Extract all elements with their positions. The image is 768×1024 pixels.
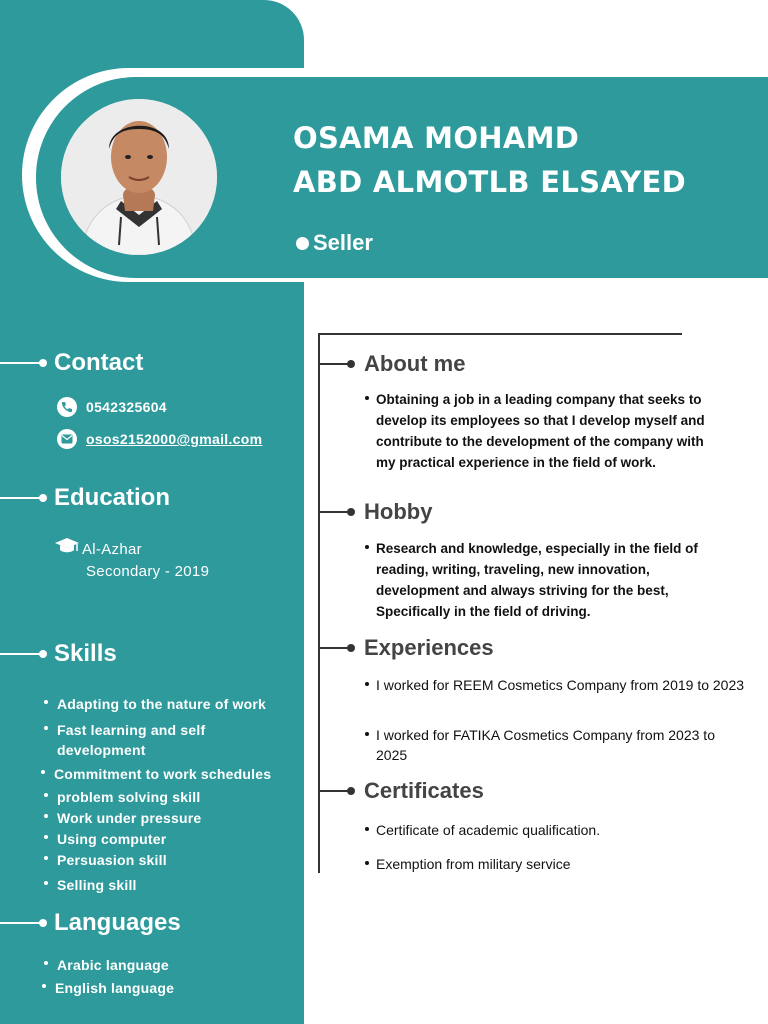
certificate-item: Certificate of academic qualification. — [376, 820, 736, 840]
skills-heading — [0, 640, 117, 668]
profile-photo — [61, 99, 217, 255]
role-bullet-icon — [296, 237, 309, 250]
experience-item: I worked for REEM Cosmetics Company from 2019 to 2023 — [376, 675, 761, 695]
skill-item: Selling skill — [57, 875, 297, 895]
skill-item: Fast learning and self development — [57, 720, 247, 760]
full-name — [293, 116, 686, 204]
role-label: Seller — [313, 230, 373, 255]
heading-connector-icon — [0, 922, 44, 924]
top-divider — [318, 333, 682, 335]
education-title: Education — [54, 484, 171, 511]
skill-item: Persuasion skill — [57, 850, 297, 870]
education-heading — [0, 484, 170, 512]
heading-connector-icon — [318, 647, 352, 649]
skill-item: Using computer — [57, 829, 297, 849]
name-line-1: OSAMA MOHAMD — [293, 121, 580, 155]
about-text: Obtaining a job in a leading company that seeks to develop its employees so that I develop myself and contribute to the development of the company with my practical experience in the field of work. — [376, 389, 726, 473]
language-item: English language — [55, 978, 295, 998]
experience-item: I worked for FATIKA Cosmetics Company from 2023 to 2025 — [376, 725, 726, 765]
name-line-2: ABD ALMOTLB ELSAYED — [293, 165, 687, 199]
skill-item: Work under pressure — [57, 808, 297, 828]
skill-item: Adapting to the nature of work — [57, 694, 297, 714]
skills-title: Skills — [54, 640, 117, 667]
education-detail: Secondary - 2019 — [86, 563, 210, 580]
job-role — [296, 230, 373, 256]
hobby-text: Research and knowledge, especially in the field of reading, writing, traveling, new innovation, development and always striving for the best, Specifically in the field of driving. — [376, 538, 726, 622]
languages-title: Languages — [54, 909, 181, 936]
heading-connector-icon — [0, 362, 44, 364]
heading-connector-icon — [0, 497, 44, 499]
contact-title: Contact — [54, 349, 144, 376]
phone-icon — [57, 397, 77, 417]
hobby-heading — [318, 499, 432, 525]
experiences-title: Experiences — [364, 635, 494, 660]
about-heading — [318, 351, 465, 377]
phone-number: 0542325604 — [86, 399, 167, 415]
languages-heading — [0, 909, 181, 937]
certificate-item: Exemption from military service — [376, 854, 736, 874]
skill-item: Commitment to work schedules — [54, 764, 302, 784]
education-entry — [54, 538, 209, 583]
about-title: About me — [364, 351, 466, 376]
heading-connector-icon — [0, 653, 44, 655]
email-icon — [57, 429, 77, 449]
certificates-heading — [318, 778, 484, 804]
skill-item: problem solving skill — [57, 787, 297, 807]
experiences-heading — [318, 635, 494, 661]
certificates-title: Certificates — [364, 778, 484, 803]
email-row — [57, 429, 262, 449]
hobby-title: Hobby — [364, 499, 433, 524]
contact-heading — [0, 349, 143, 377]
phone-row — [57, 397, 167, 417]
heading-connector-icon — [318, 790, 352, 792]
email-link[interactable]: osos2152000@gmail.com — [86, 431, 263, 447]
school-name: Al-Azhar — [82, 540, 142, 558]
heading-connector-icon — [318, 363, 352, 365]
heading-connector-icon — [318, 511, 352, 513]
graduation-cap-icon — [54, 538, 82, 561]
language-item: Arabic language — [57, 955, 297, 975]
